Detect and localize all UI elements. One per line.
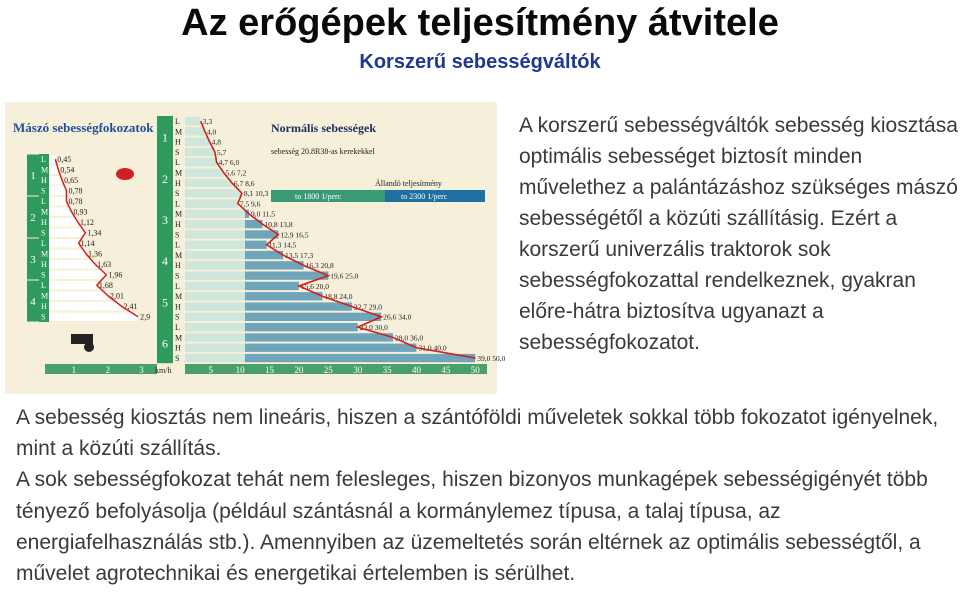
normal-bar-fast [245,323,358,331]
creeper-bar-label: 1,14 [80,239,95,248]
normal-range-letter: S [175,189,180,199]
normal-bar-fast [245,272,328,280]
normal-bar-label: 18,8 24,0 [324,292,353,302]
normal-range-letter: S [175,353,180,363]
creeper-bar [49,197,66,206]
creeper-bar-label: 1,68 [98,281,113,290]
creeper-bar-label: 0,45 [57,155,72,164]
normal-bar [185,117,201,125]
panel-title-normal: Normális sebességek [271,121,376,135]
normal-range-letter: S [175,230,180,240]
normal-bar-label: 4,7 6,0 [218,158,240,168]
normal-range-letter: L [175,240,180,250]
normal-range-letter: M [175,333,183,343]
normal-bar-label: 11,3 14,5 [268,240,297,250]
creeper-bar [49,302,122,311]
normal-speed-curve [201,121,475,358]
gear-speed-chart [5,102,506,394]
normal-range-letter: H [175,137,181,147]
normal-gear-number: 6 [162,336,168,351]
creeper-gear-number: 3 [30,254,36,266]
normal-bar-label: 10,8 13,8 [264,220,293,229]
normal-range-letter: H [175,261,181,271]
creeper-axis-tick: 2 [105,365,110,375]
normal-range-letter: M [175,209,183,219]
normal-bar-label: 5,6 7,2 [225,168,247,178]
creeper-bar [49,239,79,248]
creeper-bar-label: 0,93 [73,207,88,217]
normal-bar [185,138,210,146]
creeper-bar [49,271,106,280]
creeper-axis-unit: km/h [155,366,172,375]
creeper-range-letter: S [41,186,46,196]
gear-speed-chart-svg [5,102,506,394]
normal-axis-tick: 50 [470,365,480,375]
creeper-bar-label: 1,63 [97,260,112,269]
body-paragraph-2: A sok sebességfokozat tehát nem felesleges, hiszen bizonyos munkagépek sebességigényét több tényező befolyásolja (például szántásnál a kormánylemez típusa, a talaj típusa, az energiafelhasználás stb.). Amennyiben az üzemeltetés során eltérnek az optimális sebességtől, a művelet agrotechnikai és energetikai értelemben is sérülhet. [16,468,928,586]
slide-subtitle: Korszerű sebességváltók [359,51,601,73]
normal-bar-label: 4,0 [206,127,217,137]
normal-bar-label: 28,0 36,0 [394,333,424,343]
creeper-range-letter: M [41,249,49,259]
slide-title: Az erőgépek teljesítmény átvitele [181,2,779,44]
creeper-axis-tick: 1 [71,365,77,375]
body-paragraph-1: A sebesség kiosztás nem lineáris, hiszen a szántóföldi műveletek sokkal több fokozatot igényelnek, mint a közúti szállítás. [16,406,939,461]
normal-range-letter: L [175,281,180,291]
normal-bar [185,169,224,177]
creeper-range-letter: M [41,207,49,217]
normal-gear-number: 1 [162,130,168,145]
normal-bar [185,179,232,187]
normal-bar-label: 4,8 [211,137,221,147]
normal-gear-number: 4 [162,254,168,269]
normal-bar-fast [245,292,322,300]
normal-bar [185,199,238,207]
normal-range-letter: S [175,147,180,157]
normal-bar-label: 6,7 8,6 [233,178,255,188]
normal-bar-label: 23,0 30,0 [359,323,388,332]
normal-axis-tick: 40 [411,365,421,375]
creeper-bar [49,229,85,238]
normal-bar-label: 12,9 16,5 [280,230,309,240]
creeper-bar [49,218,78,227]
creeper-range-letter: L [41,239,46,248]
creeper-gear-number: 2 [30,212,36,224]
normal-bar-label: 15,6 20,0 [300,281,330,291]
normal-axis-tick: 15 [265,365,275,375]
snail-icon [116,168,134,180]
constant-power-label: Állandó teljesítmény [375,179,442,188]
normal-bar-label: 19,6 25,0 [330,271,359,281]
normal-axis-tick: 20 [294,365,304,375]
normal-bar-label: 31,0 40,0 [418,343,447,353]
band-2300-label: to 2300 1/perc [401,192,448,201]
normal-gear-number: 5 [162,295,168,310]
normal-range-letter: L [175,158,180,168]
normal-bar-label: 16,3 20,8 [305,261,334,271]
creeper-range-letter: S [41,228,46,238]
normal-bar-fast [245,261,304,269]
normal-bar-label: 7,5 9,6 [239,199,261,209]
normal-range-letter: M [175,127,183,137]
creeper-bar [49,260,95,269]
creeper-bar-label: 0,65 [64,176,79,185]
normal-bar-label: 26,6 34,0 [383,312,412,322]
panel-note-normal: sebesség 20.8R38-as kerekekkel [271,147,375,156]
creeper-range-letter: S [41,312,46,322]
normal-axis-tick: 10 [235,365,245,375]
creeper-bar-label: 1,36 [88,249,103,259]
normal-bar-label: 22,7 29,0 [353,302,382,312]
normal-axis-tick: 30 [353,365,363,375]
creeper-range-letter: L [41,197,46,206]
normal-range-letter: M [175,292,183,302]
normal-range-letter: H [175,220,181,229]
normal-range-letter: H [175,178,181,188]
normal-bar-fast [245,354,475,362]
creeper-range-letter: L [41,155,46,164]
normal-bar [185,127,205,135]
creeper-range-letter: H [41,176,47,185]
creeper-range-letter: L [41,281,46,290]
creeper-bar-label: 0,78 [68,197,83,206]
normal-bar-label: 5,7 [216,147,227,157]
normal-bar-label: 3,3 [202,117,213,126]
normal-bar-label: 39,0 50,0 [477,353,506,363]
side-text: A korszerű sebességváltók sebesség kiosztása optimális sebességet biztosít minden művelethez a palántázáshoz szükséges mászó sebességétől a közúti szállításig. Ezért a korszerű univerzális traktorok sok sebességfokozattal rendelkeznek, gyakran előre-hátra biztosítva ugyanazt a sebességfokozatot. [519,114,958,354]
normal-bar-label: 8,1 10,3 [243,189,269,199]
normal-axis-tick: 5 [208,365,214,375]
normal-range-letter: H [175,343,181,353]
creeper-range-letter: S [41,270,46,280]
tractor-wheel-icon [84,342,94,352]
normal-gear-column [157,116,173,363]
creeper-gear-number: 1 [30,170,36,182]
normal-range-letter: S [175,271,180,281]
normal-bar [185,158,217,166]
creeper-axis-tick: 3 [139,365,144,375]
creeper-bar-label: 1,96 [108,270,123,280]
normal-gear-number: 2 [162,171,168,186]
normal-range-letter: L [175,199,180,209]
creeper-bar [49,176,62,185]
creeper-range-letter: M [41,165,49,175]
normal-bar-fast [245,241,267,249]
normal-gear-number: 3 [162,213,168,227]
creeper-range-letter: H [41,218,47,227]
creeper-gear-number: 4 [30,296,36,308]
normal-range-letter: M [175,168,183,178]
normal-bar [185,210,249,218]
normal-bar-fast [245,313,381,321]
band-1800-label: to 1800 1/perc [295,192,342,201]
normal-bar-fast [245,282,299,290]
creeper-bar-label: 1,12 [79,218,94,227]
creeper-bar [49,208,72,217]
normal-bar-label: 13,5 17,3 [285,250,314,260]
creeper-bar-label: 2,41 [123,302,138,311]
creeper-range-letter: M [41,291,49,301]
normal-bar-label: 9,0 11,5 [250,209,276,219]
panel-title-creeper: Mászó sebességfokozatok [13,120,154,135]
creeper-range-letter: H [41,260,47,269]
creeper-bar [49,187,66,196]
creeper-bar [49,292,108,301]
normal-bar-fast [245,344,416,352]
normal-bar-fast [245,302,352,310]
normal-bar [185,148,215,156]
normal-axis-tick: 25 [323,365,333,375]
creeper-bar [49,313,138,322]
normal-range-letter: S [175,312,180,322]
normal-range-letter: L [175,323,180,332]
creeper-bar [49,281,97,290]
normal-bar [185,189,242,197]
creeper-bar-label: 0,54 [60,165,75,175]
creeper-bar-label: 1,34 [87,228,102,238]
normal-range-letter: H [175,302,181,312]
normal-axis-tick: 45 [441,365,451,375]
creeper-bar-label: 0,78 [68,186,83,196]
body-text [16,402,956,589]
creeper-bar [49,155,55,164]
normal-axis-tick: 35 [382,365,392,375]
creeper-bar-label: 2,01 [110,291,125,301]
creeper-bar [49,250,86,259]
creeper-bar-label: 2,9 [140,312,151,322]
normal-range-letter: M [175,250,183,260]
creeper-range-letter: H [41,302,47,311]
normal-bar-fast [245,333,393,341]
normal-range-letter: L [175,117,180,126]
